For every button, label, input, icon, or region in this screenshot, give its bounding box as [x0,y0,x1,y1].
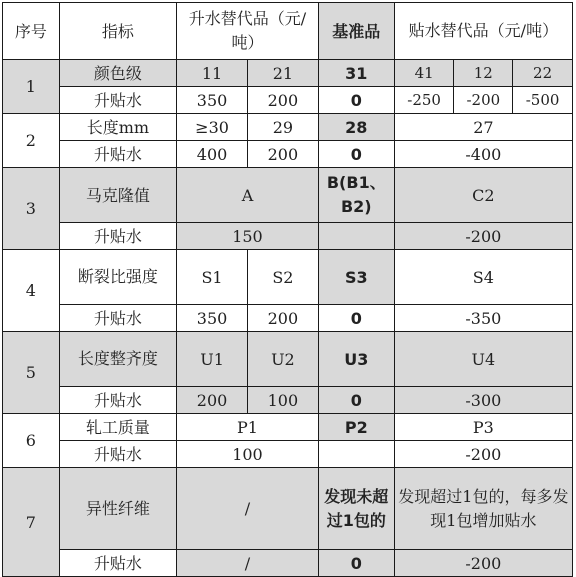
row-4-up-2: S2 [247,250,318,305]
row-3-indicator: 马克隆值 [59,168,176,223]
row-5-adj-up-1: 200 [177,387,248,414]
row-6-down: P3 [394,414,572,441]
row-4-adj-label: 升贴水 [59,305,176,332]
row-7-number: 7 [3,468,60,577]
row-4-adj-up-1: 350 [177,305,248,332]
row-1-adj-up-1: 350 [177,87,248,114]
row-7-indicator: 异性纤维 [59,468,176,550]
row-2-base: 28 [318,114,394,141]
row-3-adj-label: 升贴水 [59,223,176,250]
row-2-adj-label: 升贴水 [59,141,176,168]
row-7-up: / [177,468,319,550]
row-3-number: 3 [3,168,60,250]
row-5-adj-down: -300 [394,387,572,414]
row-7-down: 发现超过1包的，每多发现1包增加贴水 [394,468,572,550]
row-1-down-1: 41 [394,60,454,87]
row-3-adj-down: -200 [394,223,572,250]
row-6-adj-label: 升贴水 [59,441,176,468]
row-4-base: S3 [318,250,394,305]
row-6-adj-down: -200 [394,441,572,468]
row-3-up: A [177,168,319,223]
row-7-adj-base: 0 [318,550,394,577]
row-1-up-2: 21 [247,60,318,87]
row-7-adj-down: -200 [394,550,572,577]
row-4-adj-base: 0 [318,305,394,332]
row-1-up-1: 11 [177,60,248,87]
row-6-adj-base [318,441,394,468]
row-3-adj-up: 150 [177,223,319,250]
row-5-adj-base: 0 [318,387,394,414]
row-2-adj-up-2: 200 [247,141,318,168]
row-1-adj-down-1: -250 [394,87,454,114]
row-7-base: 发现未超过1包的 [318,468,394,550]
row-1-adj-base: 0 [318,87,394,114]
row-6-base: P2 [318,414,394,441]
row-3-base: B(B1、B2) [318,168,394,223]
row-5-indicator: 长度整齐度 [59,332,176,387]
row-1-adj-down-2: -200 [454,87,513,114]
row-5-adj-up-2: 100 [247,387,318,414]
cotton-grade-adjustment-table [2,2,573,577]
row-1-adj-label: 升贴水 [59,87,176,114]
row-6-adj-up: 100 [177,441,319,468]
row-5-adj-label: 升贴水 [59,387,176,414]
row-5-down: U4 [394,332,572,387]
row-3-down: C2 [394,168,572,223]
row-3-adj-base [318,223,394,250]
row-6-indicator: 轧工质量 [59,414,176,441]
header-premium-substitute: 升水替代品（元/吨） [177,3,319,60]
row-2-down: 27 [394,114,572,141]
row-4-adj-up-2: 200 [247,305,318,332]
row-6-up: P1 [177,414,319,441]
row-2-number: 2 [3,114,60,168]
row-6-number: 6 [3,414,60,468]
row-1-down-2: 12 [454,60,513,87]
header-serial-number: 序号 [3,3,60,60]
row-1-adj-down-3: -500 [513,87,573,114]
row-2-adj-down: -400 [394,141,572,168]
row-1-base: 31 [318,60,394,87]
row-5-base: U3 [318,332,394,387]
row-2-up-2: 29 [247,114,318,141]
row-7-adj-label: 升贴水 [59,550,176,577]
header-base-grade: 基准品 [318,3,394,60]
row-5-number: 5 [3,332,60,414]
row-7-adj-up: / [177,550,319,577]
row-1-adj-up-2: 200 [247,87,318,114]
row-2-adj-up-1: 400 [177,141,248,168]
row-1-indicator: 颜色级 [59,60,176,87]
row-4-adj-down: -350 [394,305,572,332]
row-4-number: 4 [3,250,60,332]
row-2-up-1: ≥30 [177,114,248,141]
row-5-up-2: U2 [247,332,318,387]
row-1-number: 1 [3,60,60,114]
row-2-indicator: 长度mm [59,114,176,141]
row-4-up-1: S1 [177,250,248,305]
row-2-adj-base: 0 [318,141,394,168]
row-5-up-1: U1 [177,332,248,387]
row-4-indicator: 断裂比强度 [59,250,176,305]
header-discount-substitute: 贴水替代品（元/吨） [394,3,572,60]
header-indicator: 指标 [59,3,176,60]
row-4-down: S4 [394,250,572,305]
row-1-down-3: 22 [513,60,573,87]
